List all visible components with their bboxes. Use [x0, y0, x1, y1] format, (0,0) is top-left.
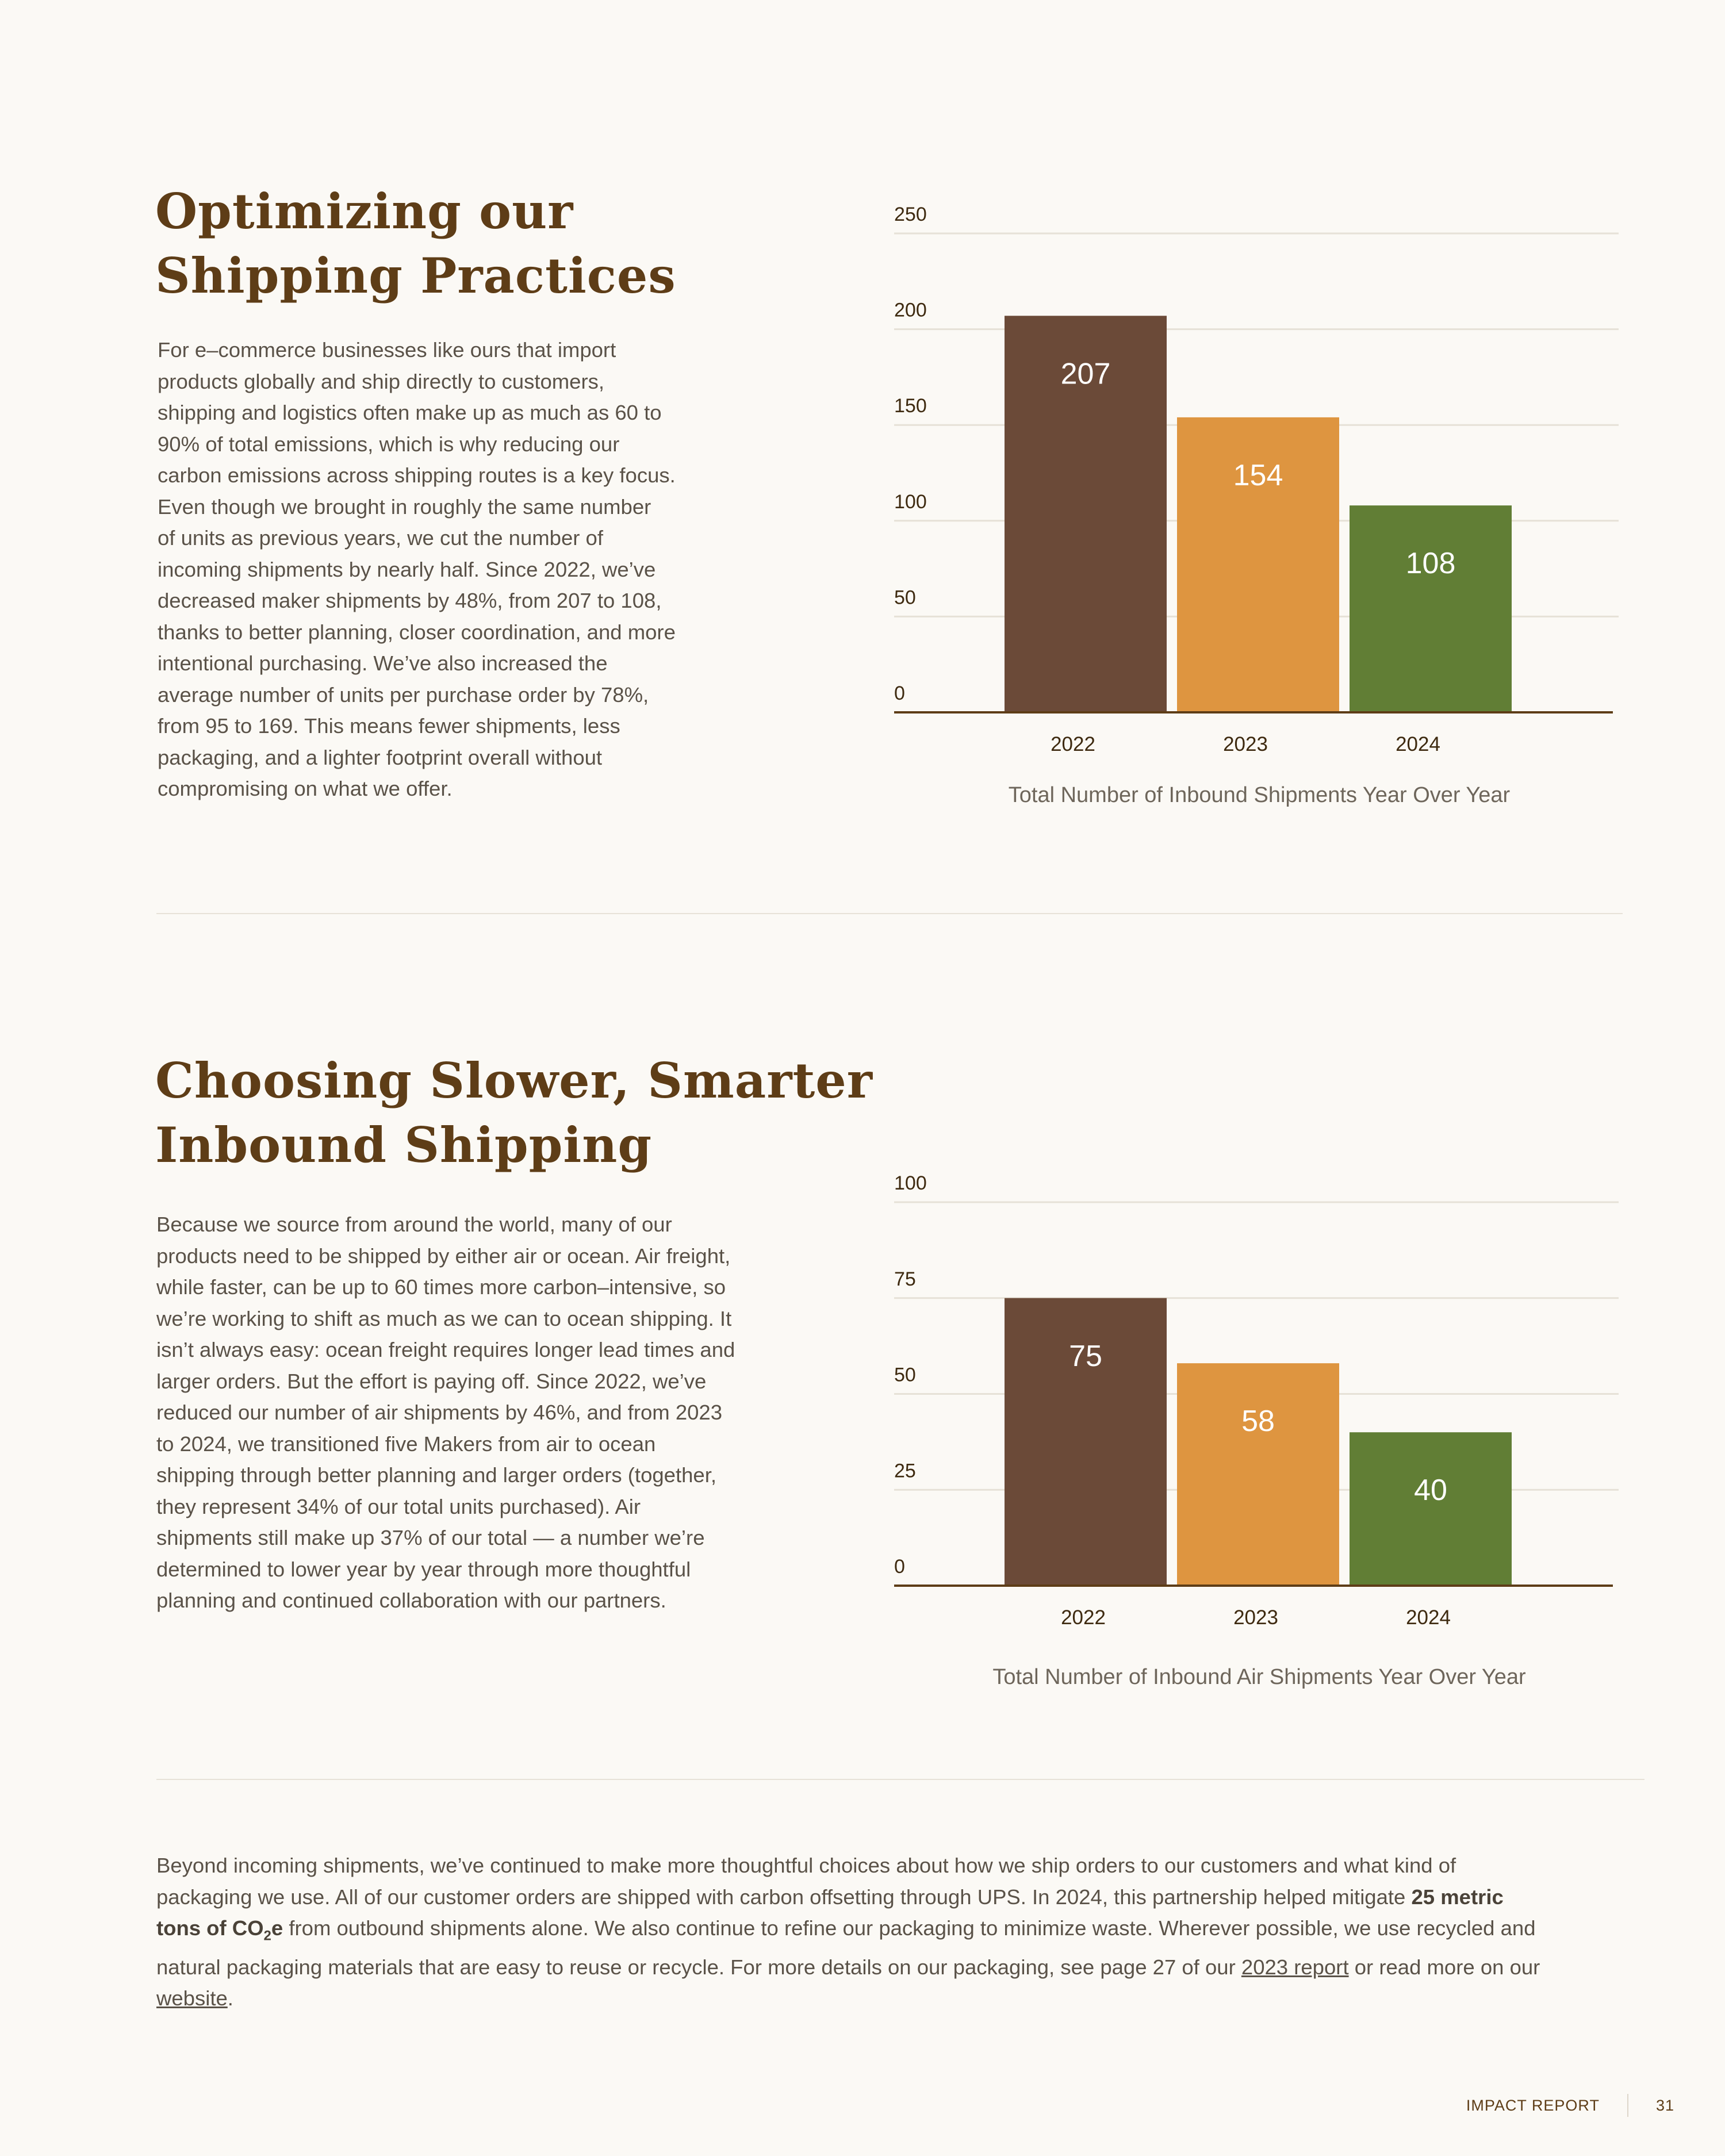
bar-data-label: 154 [1233, 458, 1283, 492]
y-tick-label: 0 [894, 682, 905, 704]
closing-text: natural packaging materials that are easy to reuse or recycle. For more details on our packaging, see page 27 of our [156, 1955, 1241, 1979]
body-line: we’re working to shift as much as we can to ocean shipping. It [156, 1306, 732, 1330]
body-line: compromising on what we offer. [158, 777, 453, 800]
body-line: larger orders. But the effort is paying off. Since 2022, we’ve [156, 1369, 707, 1393]
closing-text: or read more on our [1348, 1955, 1540, 1979]
body-line: products need to be shipped by either air or ocean. Air freight, [156, 1244, 731, 1268]
section1-title-line: Shipping Practices [155, 247, 676, 304]
closing-line: Beyond incoming shipments, we’ve continued to make more thoughtful choices about how we ship orders to our customers and what kind of [156, 1854, 1456, 1877]
body-line: from 95 to 169. This means fewer shipments, less [158, 714, 620, 738]
body-line: incoming shipments by nearly half. Since 2022, we’ve [158, 557, 656, 581]
x-tick-label: 2022 [1061, 1606, 1106, 1629]
x-tick-label: 2023 [1223, 733, 1268, 755]
footer-divider [1627, 2094, 1628, 2117]
x-tick-label: 2024 [1406, 1606, 1451, 1629]
bar-data-label: 207 [1060, 357, 1111, 391]
section-divider [156, 1779, 1644, 1780]
bar [1177, 1363, 1339, 1586]
bar-data-label: 58 [1241, 1405, 1275, 1438]
y-tick-label: 150 [894, 395, 927, 417]
section1-title-line: Optimizing our [155, 183, 574, 240]
y-tick-label: 25 [894, 1460, 916, 1482]
closing-line [156, 1952, 1617, 1984]
y-tick-label: 100 [894, 1172, 927, 1194]
y-tick-label: 50 [894, 1364, 916, 1386]
page-number: 31 [1655, 2096, 1674, 2114]
page-footer [1466, 2094, 1674, 2117]
closing-text: packaging we use. All of our customer orders are shipped with carbon offsetting through UPS. In 2024, this partnership helped mitigate [156, 1885, 1412, 1909]
website-link[interactable]: website [156, 1986, 228, 2011]
y-tick-label: 50 [894, 586, 916, 609]
body-line: 90% of total emissions, which is why reducing our [158, 432, 620, 456]
body-line: planning and continued collaboration with our partners. [156, 1589, 666, 1612]
body-line: Because we source from around the world, many of our [156, 1213, 672, 1236]
bar-data-label: 108 [1405, 547, 1456, 581]
body-line: they represent 34% of our total units purchased). Air [156, 1494, 641, 1518]
bar [1350, 1432, 1512, 1586]
chart-caption: Total Number of Inbound Air Shipments Year Over Year [992, 1665, 1526, 1689]
report-link[interactable]: 2023 report [1241, 1955, 1349, 1979]
body-line: determined to lower year by year through more thoughtful [156, 1557, 691, 1581]
body-line: decreased maker shipments by 48%, from 207 to 108, [158, 589, 662, 612]
body-line: while faster, can be up to 60 times more carbon–intensive, so [156, 1275, 726, 1299]
emissions-highlight: 25 metric [1411, 1885, 1504, 1909]
x-tick-label: 2022 [1051, 733, 1095, 755]
y-tick-label: 250 [894, 204, 927, 225]
bar-data-label: 75 [1069, 1339, 1102, 1373]
y-tick-label: 200 [894, 299, 927, 321]
subscript: 2 [263, 1928, 271, 1944]
body-line: average number of units per purchase order by 78%, [158, 682, 649, 707]
emissions-highlight-text: e [271, 1916, 283, 1940]
emissions-highlight-text: tons of CO [156, 1916, 264, 1940]
footer-label: IMPACT REPORT [1466, 2096, 1600, 2114]
body-line: shipments still make up 37% of our total — a number we’re [156, 1526, 705, 1549]
body-line: to 2024, we transitioned five Makers from air to ocean [156, 1432, 656, 1456]
body-line: For e–commerce businesses like ours that import [158, 338, 616, 362]
body-line: reduced our number of air shipments by 46%, and from 2023 [156, 1401, 723, 1424]
x-tick-label: 2024 [1396, 733, 1440, 755]
closing-line [156, 1983, 1617, 2015]
closing-line [156, 1913, 1617, 1952]
body-line: products globally and ship directly to customers, [158, 369, 605, 393]
body-line: shipping through better planning and larger orders (together, [156, 1463, 716, 1487]
emissions-highlight [156, 1916, 283, 1944]
y-tick-label: 75 [894, 1268, 916, 1290]
body-line: packaging, and a lighter footprint overall without [158, 745, 603, 769]
closing-line [156, 1882, 1617, 1913]
body-line: of units as previous years, we cut the number of [158, 526, 604, 550]
body-line: carbon emissions across shipping routes is a key focus. [158, 463, 676, 487]
section2-title-line: Inbound Shipping [155, 1117, 653, 1173]
closing-paragraph [156, 1850, 1617, 2015]
body-line: shipping and logistics often make up as much as 60 to [158, 401, 662, 424]
x-tick-label: 2023 [1233, 1606, 1278, 1629]
body-line: intentional purchasing. We’ve also increased the [158, 651, 608, 675]
body-line: isn’t always easy: ocean freight requires longer lead times and [156, 1338, 735, 1361]
bar-data-label: 40 [1414, 1474, 1447, 1507]
y-tick-label: 0 [894, 1556, 905, 1578]
body-line: Even though we brought in roughly the same number [158, 494, 651, 519]
y-tick-label: 100 [894, 490, 927, 513]
chart-caption: Total Number of Inbound Shipments Year Over Year [1008, 783, 1511, 807]
section2-title-line: Choosing Slower, Smarter [155, 1052, 873, 1109]
body-line: thanks to better planning, closer coordination, and more [158, 620, 676, 644]
closing-text: . [227, 1986, 233, 2011]
closing-text: from outbound shipments alone. We also continue to refine our packaging to minimize waste. Wherever possible, we use recycled and [283, 1916, 1536, 1940]
